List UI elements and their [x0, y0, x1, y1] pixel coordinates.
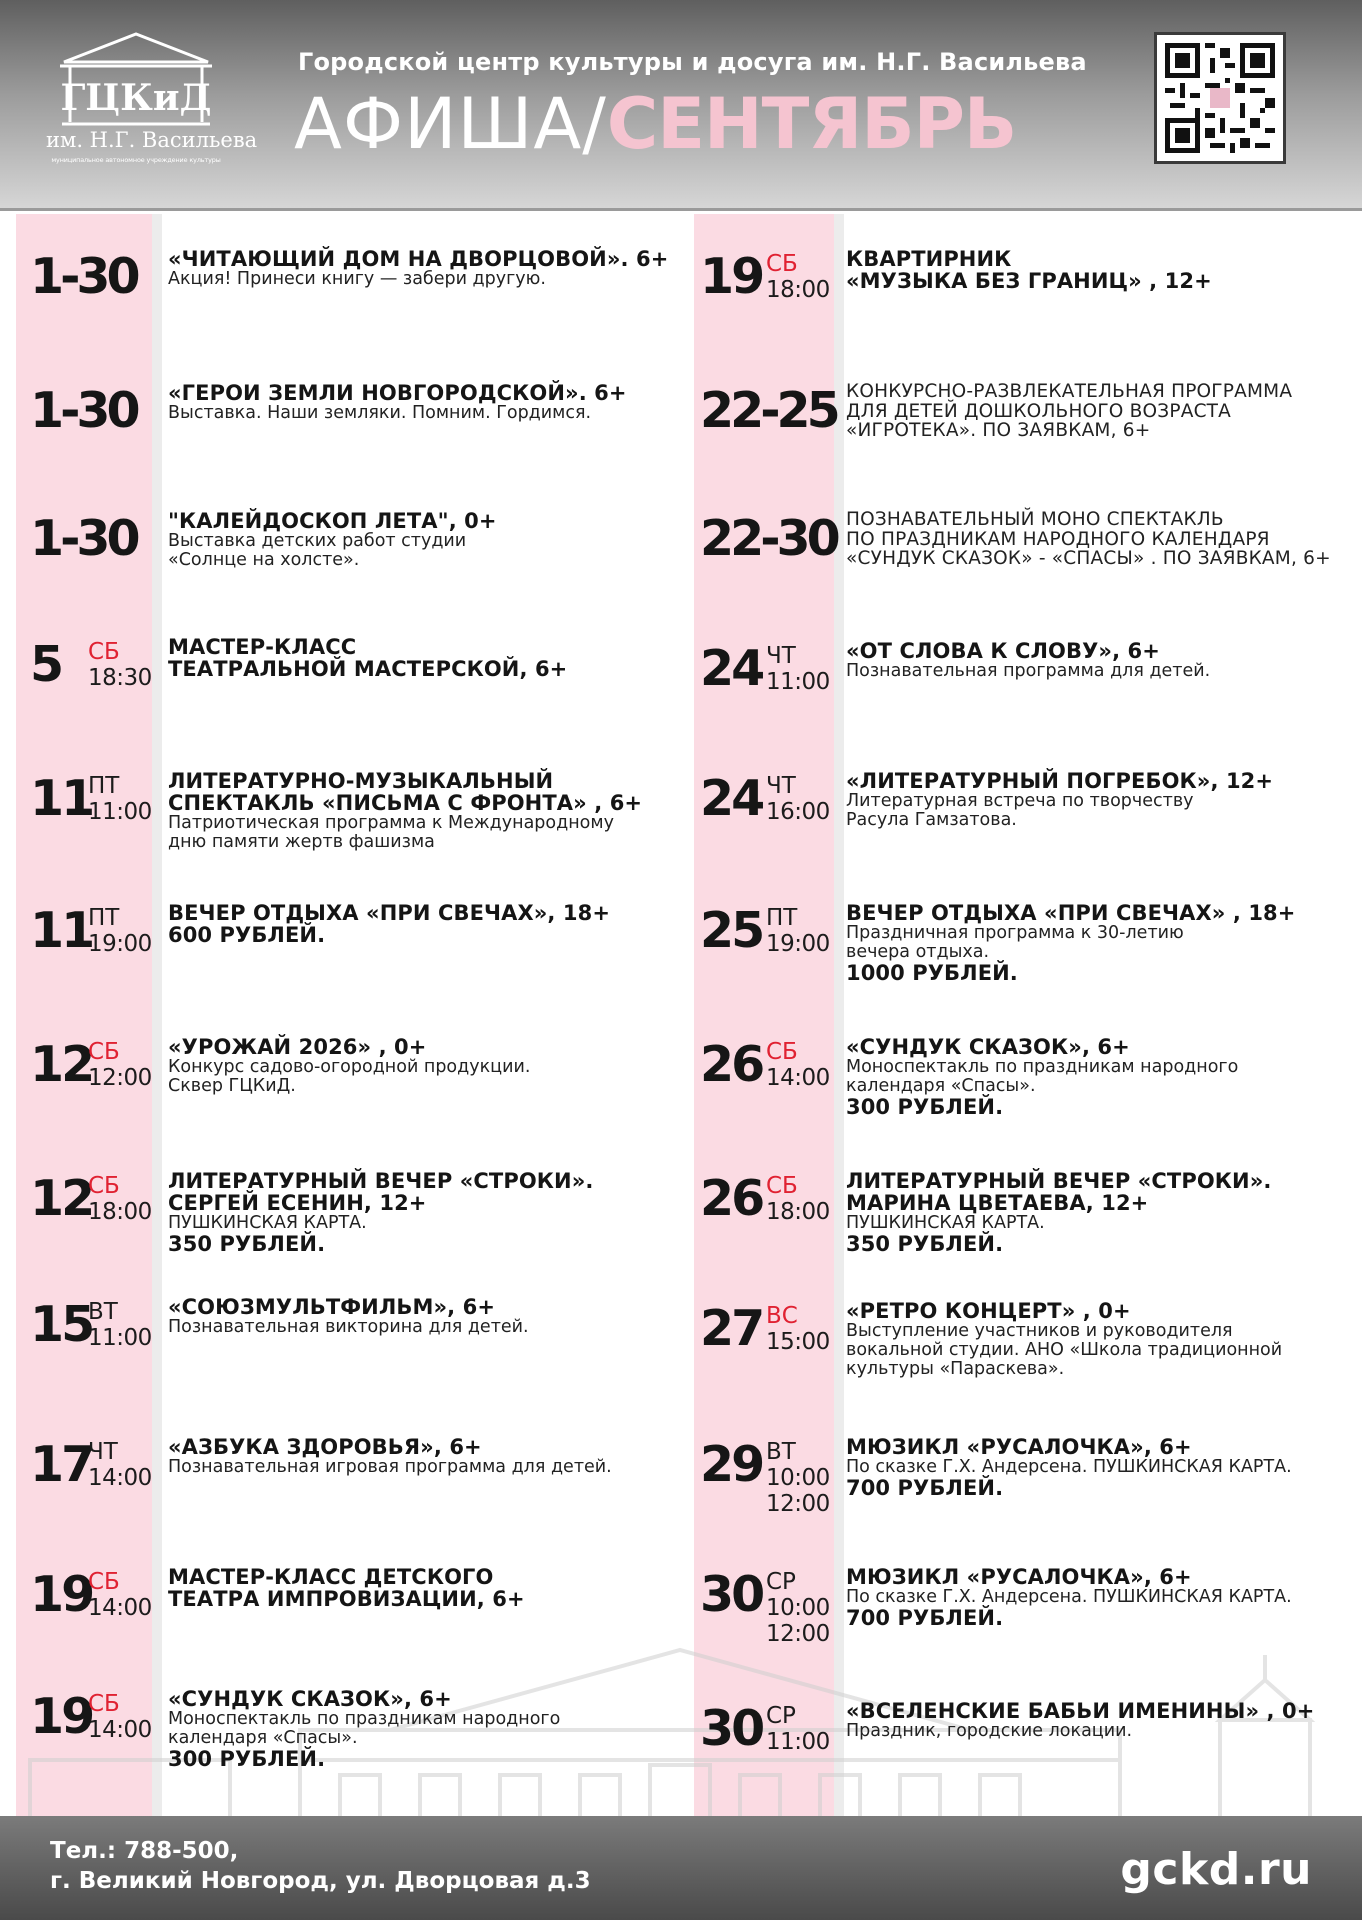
event-date: [30, 248, 180, 318]
logo-abbr: ГЦКиД: [60, 77, 212, 119]
event-detail-line: вокальной студии. АНО «Школа традиционной: [846, 1340, 1283, 1360]
event-day: 27: [700, 1300, 763, 1357]
logo: [46, 30, 258, 178]
event-time: 11:00: [88, 799, 152, 825]
event-title-line: «ЛИТЕРАТУРНЫЙ ПОГРЕБОК», 12+: [846, 769, 1274, 793]
event-weekday: СР: [766, 1703, 796, 1729]
event-detail-line: Патриотическая программа к Международному: [168, 813, 614, 833]
event-detail-line: Выставка. Наши земляки. Помним. Гордимся.: [168, 403, 592, 423]
event-title-line: «РЕТРО КОНЦЕРТ» , 0+: [846, 1299, 1131, 1323]
event-title-line: МАРИНА ЦВЕТАЕВА, 12+: [846, 1191, 1149, 1215]
event-date: [700, 1566, 850, 1647]
event-date: [30, 1036, 180, 1106]
event-detail-line: Праздничная программа к 30-летию: [846, 923, 1184, 943]
event-date: [700, 640, 850, 710]
event-detail-line: Праздник, городские локации.: [846, 1721, 1133, 1741]
phone-number[interactable]: Тел.: 788-500,: [50, 1838, 239, 1864]
event-title-line: ЛИТЕРАТУРНЫЙ ВЕЧЕР «СТРОКИ».: [168, 1169, 594, 1193]
event-time: 11:00: [766, 1729, 830, 1755]
title-month: СЕНТЯБРЬ: [606, 83, 1017, 165]
event-description: [168, 1296, 529, 1337]
event-weekday: СБ: [766, 1039, 798, 1065]
event-description: [168, 1170, 593, 1255]
event-detail-line: календаря «Спасы».: [168, 1728, 358, 1748]
event-description: [168, 1688, 560, 1770]
event-detail-line: «ИГРОТЕКА». ПО ЗАЯВКАМ, 6+: [846, 420, 1151, 441]
event-date: [700, 1036, 850, 1106]
event-description: [846, 248, 1212, 292]
event-time: 14:00: [88, 1465, 152, 1491]
event-date: [30, 1170, 180, 1240]
event-detail-line: Моноспектакль по праздникам народного: [168, 1709, 561, 1729]
event-weekday: СР: [766, 1569, 796, 1595]
event-weekday: СБ: [88, 639, 120, 665]
header-banner: [0, 0, 1362, 211]
event-title-line: «ЧИТАЮЩИЙ ДОМ НА ДВОРЦОВОЙ». 6+: [168, 247, 669, 271]
event-time: 14:00: [88, 1595, 152, 1621]
event-description: [846, 1566, 1292, 1629]
event-detail-line: ПУШКИНСКАЯ КАРТА.: [846, 1213, 1045, 1233]
event-weekday: СБ: [88, 1173, 120, 1199]
event-title-line: «ВСЕЛЕНСКИЕ БАБЬИ ИМЕНИНЫ» , 0+: [846, 1699, 1315, 1723]
event-day: 12: [30, 1170, 93, 1227]
event-day: 29: [700, 1436, 763, 1493]
event-day: 26: [700, 1036, 763, 1093]
event-description: [846, 510, 1331, 569]
event-day: 30: [700, 1700, 763, 1757]
event-title-line: МАСТЕР-КЛАСС ДЕТСКОГО: [168, 1565, 494, 1589]
event-time: 14:00: [766, 1065, 830, 1091]
event-time: 19:00: [88, 931, 152, 957]
event-time: 12:00: [88, 1065, 152, 1091]
event-date: [30, 1688, 180, 1758]
qr-code[interactable]: [1154, 32, 1286, 164]
event-day: 11: [30, 902, 93, 959]
footer: [0, 1816, 1362, 1920]
event-detail-line: КОНКУРСНО-РАЗВЛЕКАТЕЛЬНАЯ ПРОГРАММА: [846, 381, 1293, 402]
event-detail-line: «СУНДУК СКАЗОК» - «СПАСЫ» . ПО ЗАЯВКАМ, 6+: [846, 548, 1331, 569]
event-detail-line: Расула Гамзатова.: [846, 810, 1017, 830]
event-title-line: ЛИТЕРАТУРНЫЙ ВЕЧЕР «СТРОКИ».: [846, 1169, 1272, 1193]
event-weekday: ВТ: [88, 1299, 118, 1325]
event-detail-line: Конкурс садово-огородной продукции.: [168, 1057, 531, 1077]
event-title-line: КВАРТИРНИК: [846, 247, 1012, 271]
event-description: [846, 1700, 1314, 1741]
event-weekday: ЧТ: [766, 773, 796, 799]
qr-code-icon: [1165, 43, 1275, 153]
event-day: 24: [700, 640, 763, 697]
event-title-line: «МУЗЫКА БЕЗ ГРАНИЦ» , 12+: [846, 269, 1212, 293]
event-description: [846, 1036, 1238, 1118]
event-time: 19:00: [766, 931, 830, 957]
event-day: 19: [30, 1566, 93, 1623]
event-date: [700, 770, 850, 840]
event-detail-line: ПО ПРАЗДНИКАМ НАРОДНОГО КАЛЕНДАРЯ: [846, 528, 1270, 550]
event-time: 18:00: [766, 1199, 830, 1225]
event-detail-line: ПОЗНАВАТЕЛЬНЫЙ МОНО СПЕКТАКЛЬ: [846, 509, 1224, 530]
event-title-line: «СОЮЗМУЛЬТФИЛЬМ», 6+: [168, 1295, 496, 1319]
event-weekday: ЧТ: [88, 1439, 118, 1465]
event-detail-line: Моноспектакль по праздникам народного: [846, 1057, 1239, 1077]
event-detail-line: Познавательная викторина для детей.: [168, 1317, 529, 1337]
event-title-line: «СУНДУК СКАЗОК», 6+: [846, 1035, 1130, 1059]
event-time: 18:00: [88, 1199, 152, 1225]
event-weekday: СБ: [766, 1173, 798, 1199]
event-title-line: МЮЗИКЛ «РУСАЛОЧКА», 6+: [846, 1565, 1192, 1589]
event-detail-line: «Солнце на холсте».: [168, 550, 360, 570]
event-detail-line: дню памяти жертв фашизма: [168, 832, 435, 852]
event-time: 10:00: [766, 1595, 830, 1621]
page-title: [294, 84, 1016, 164]
event-title-line: ВЕЧЕР ОТДЫХА «ПРИ СВЕЧАХ», 18+: [168, 901, 611, 925]
event-weekday: ВС: [766, 1303, 798, 1329]
event-title-line: ЛИТЕРАТУРНО-МУЗЫКАЛЬНЫЙ: [168, 769, 554, 793]
event-description: [168, 382, 627, 423]
event-title-line: «СУНДУК СКАЗОК», 6+: [168, 1687, 452, 1711]
event-description: [168, 510, 497, 570]
title-afisha: АФИША/: [294, 83, 607, 165]
event-date: [30, 382, 180, 452]
event-weekday: ВТ: [766, 1439, 796, 1465]
event-day: 30: [700, 1566, 763, 1623]
event-time: 18:30: [88, 665, 152, 691]
event-title-line: 350 РУБЛЕЙ.: [846, 1232, 1004, 1256]
event-detail-line: Выставка детских работ студии: [168, 531, 467, 551]
event-day: 1-30: [30, 382, 137, 439]
event-description: [846, 902, 1295, 984]
event-date: [700, 510, 850, 580]
event-detail-line: вечера отдыха.: [846, 942, 990, 962]
event-title-line: ТЕАТРА ИМПРОВИЗАЦИИ, 6+: [168, 1587, 525, 1611]
event-date: [30, 636, 180, 706]
event-description: [846, 1436, 1292, 1499]
event-title-line: «ГЕРОИ ЗЕМЛИ НОВГОРОДСКОЙ». 6+: [168, 381, 627, 405]
event-time: 11:00: [766, 669, 830, 695]
event-time: 12:00: [766, 1491, 830, 1517]
event-detail-line: ПУШКИНСКАЯ КАРТА.: [168, 1213, 367, 1233]
event-title-line: 350 РУБЛЕЙ.: [168, 1232, 326, 1256]
event-detail-line: Познавательная программа для детей.: [846, 661, 1211, 681]
event-detail-line: Выступление участников и руководителя: [846, 1321, 1233, 1341]
event-day: 19: [700, 248, 763, 305]
event-time: 14:00: [88, 1717, 152, 1743]
event-time: 11:00: [88, 1325, 152, 1351]
event-title-line: 700 РУБЛЕЙ.: [846, 1606, 1004, 1630]
event-time: 18:00: [766, 277, 830, 303]
event-title-line: "КАЛЕЙДОСКОП ЛЕТА", 0+: [168, 509, 497, 533]
event-title-line: «АЗБУКА ЗДОРОВЬЯ», 6+: [168, 1435, 482, 1459]
event-description: [168, 1036, 530, 1096]
event-date: [700, 902, 850, 972]
event-time: 12:00: [766, 1621, 830, 1647]
event-day: 19: [30, 1688, 93, 1745]
event-weekday: СБ: [88, 1039, 120, 1065]
event-title-line: МАСТЕР-КЛАСС: [168, 635, 357, 659]
event-detail-line: По сказке Г.Х. Андерсена. ПУШКИНСКАЯ КАРТА.: [846, 1587, 1292, 1607]
event-day: 1-30: [30, 248, 137, 305]
organization-name: Городской центр культуры и досуга им. Н.Г. Васильева: [298, 48, 1087, 76]
event-date: [700, 1436, 850, 1517]
event-date: [700, 1700, 850, 1770]
event-description: [168, 902, 610, 946]
event-detail-line: По сказке Г.Х. Андерсена. ПУШКИНСКАЯ КАРТА.: [846, 1457, 1292, 1477]
event-weekday: СБ: [766, 251, 798, 277]
event-time: 10:00: [766, 1465, 830, 1491]
event-day: 25: [700, 902, 763, 959]
event-title-line: ТЕАТРАЛЬНОЙ МАСТЕРСКОЙ, 6+: [168, 657, 568, 681]
logo-name: им. Н.Г. Васильева: [46, 128, 258, 152]
event-day: 17: [30, 1436, 93, 1493]
event-description: [168, 1566, 525, 1610]
event-date: [30, 1296, 180, 1366]
event-detail-line: Познавательная игровая программа для детей.: [168, 1457, 612, 1477]
event-weekday: ПТ: [88, 773, 120, 799]
event-detail-line: Сквер ГЦКиД.: [168, 1076, 296, 1096]
event-detail-line: календаря «Спасы».: [846, 1076, 1036, 1096]
event-description: [168, 636, 567, 680]
event-description: [846, 382, 1292, 441]
event-weekday: СБ: [88, 1569, 120, 1595]
event-date: [30, 902, 180, 972]
event-title-line: СПЕКТАКЛЬ «ПИСЬМА С ФРОНТА» , 6+: [168, 791, 643, 815]
event-description: [168, 248, 668, 289]
event-day: 24: [700, 770, 763, 827]
event-title-line: СЕРГЕЙ ЕСЕНИН, 12+: [168, 1191, 427, 1215]
event-title-line: 700 РУБЛЕЙ.: [846, 1476, 1004, 1500]
event-description: [846, 640, 1210, 681]
event-date: [700, 382, 850, 452]
event-description: [846, 770, 1273, 830]
event-title-line: 300 РУБЛЕЙ.: [846, 1095, 1004, 1119]
event-date: [30, 1436, 180, 1506]
event-title-line: 1000 РУБЛЕЙ.: [846, 961, 1018, 985]
event-detail-line: Акция! Принеси книгу — забери другую.: [168, 269, 546, 289]
event-day: 12: [30, 1036, 93, 1093]
event-date: [700, 1170, 850, 1240]
event-description: [168, 1436, 612, 1477]
event-title-line: 300 РУБЛЕЙ.: [168, 1747, 326, 1771]
event-day: 22-30: [700, 510, 837, 567]
event-title-line: 600 РУБЛЕЙ.: [168, 923, 326, 947]
event-title-line: «ОТ СЛОВА К СЛОВУ», 6+: [846, 639, 1160, 663]
event-title-line: ВЕЧЕР ОТДЫХА «ПРИ СВЕЧАХ» , 18+: [846, 901, 1296, 925]
event-weekday: СБ: [88, 1691, 120, 1717]
event-date: [30, 510, 180, 580]
event-day: 1-30: [30, 510, 137, 567]
building-logo-icon: [46, 30, 226, 130]
event-weekday: ЧТ: [766, 643, 796, 669]
event-weekday: ПТ: [766, 905, 798, 931]
event-detail-line: ДЛЯ ДЕТЕЙ ДОШКОЛЬНОГО ВОЗРАСТА: [846, 400, 1232, 422]
event-date: [30, 770, 180, 840]
event-day: 15: [30, 1296, 93, 1353]
event-day: 5: [30, 636, 62, 693]
event-day: 26: [700, 1170, 763, 1227]
event-description: [846, 1300, 1282, 1379]
event-description: [168, 770, 642, 852]
logo-subtitle: муниципальное автономное учреждение культуры: [51, 156, 221, 164]
address: г. Великий Новгород, ул. Дворцовая д.3: [50, 1868, 591, 1894]
event-date: [700, 248, 850, 318]
event-time: 15:00: [766, 1329, 830, 1355]
event-date: [700, 1300, 850, 1370]
event-detail-line: культуры «Параскева».: [846, 1359, 1065, 1379]
event-day: 11: [30, 770, 93, 827]
event-description: [846, 1170, 1271, 1255]
event-title-line: МЮЗИКЛ «РУСАЛОЧКА», 6+: [846, 1435, 1192, 1459]
event-title-line: «УРОЖАЙ 2026» , 0+: [168, 1035, 427, 1059]
event-date: [30, 1566, 180, 1636]
event-weekday: ПТ: [88, 905, 120, 931]
event-detail-line: Литературная встреча по творчеству: [846, 791, 1194, 811]
event-day: 22-25: [700, 382, 837, 439]
event-time: 16:00: [766, 799, 830, 825]
website-link[interactable]: gckd.ru: [1120, 1844, 1312, 1895]
